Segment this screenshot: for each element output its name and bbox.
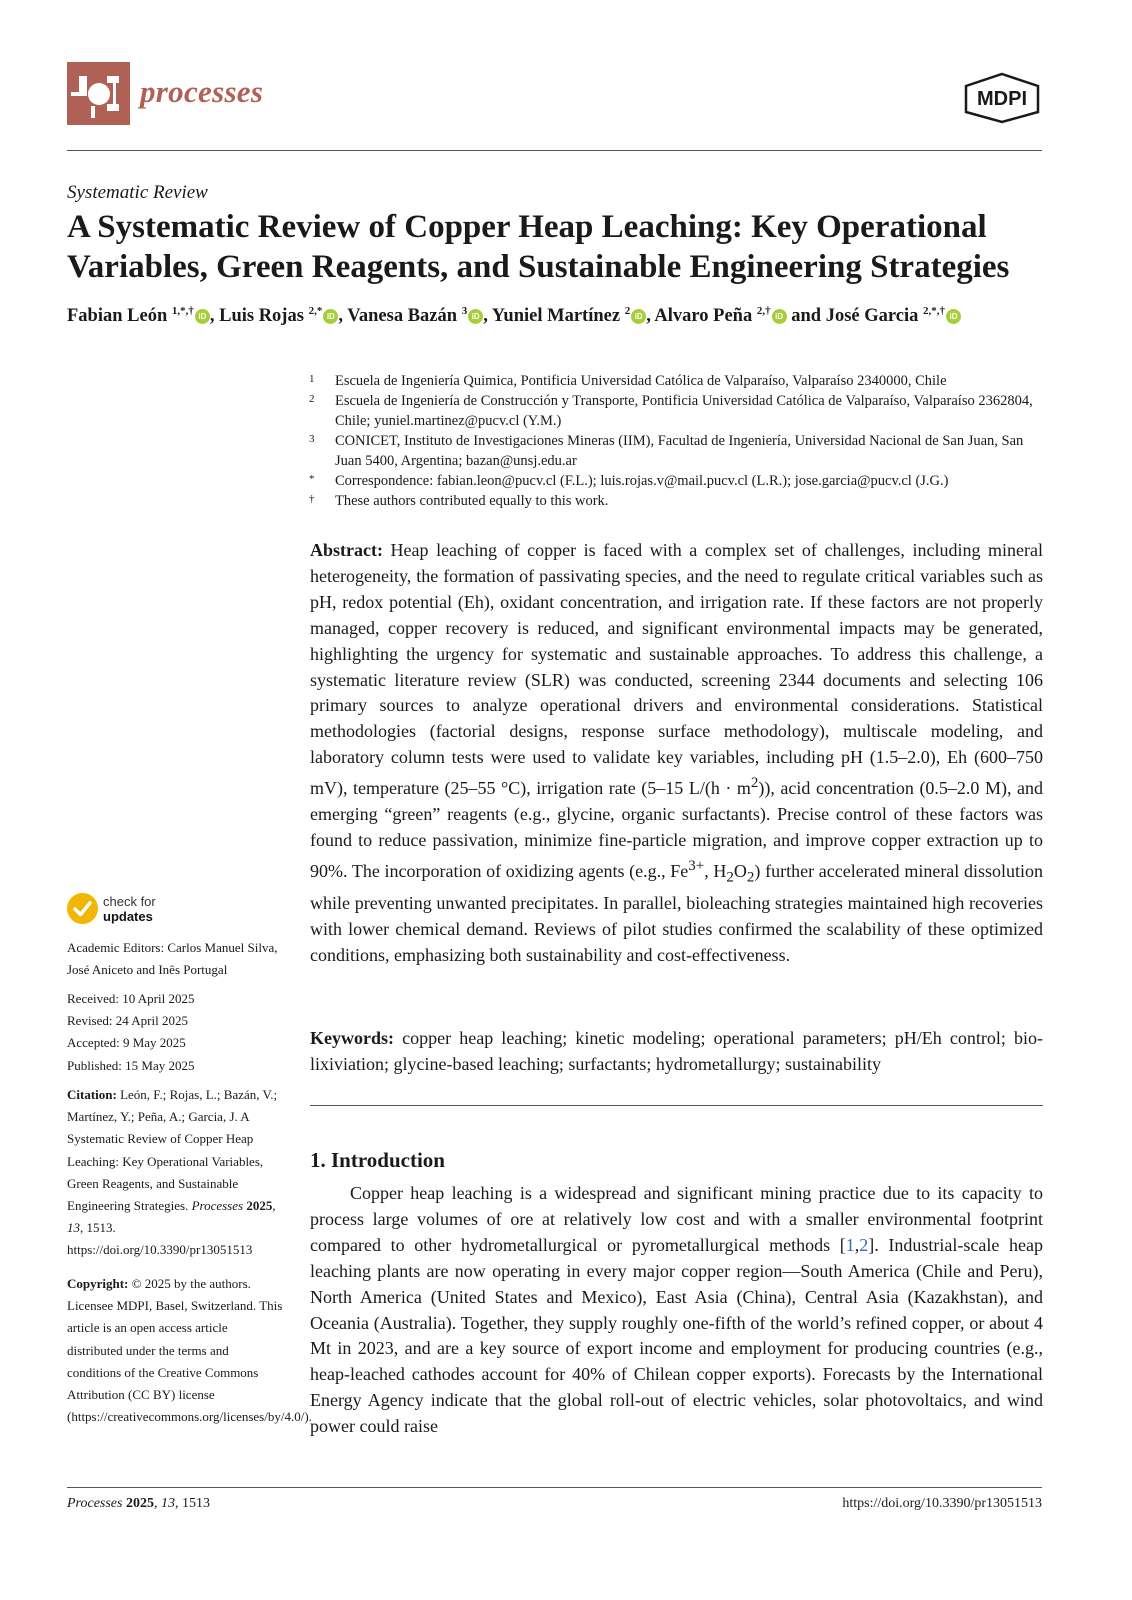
equal-contribution-note (309, 491, 1044, 511)
header-rule (67, 150, 1042, 151)
check-for-text: check for (103, 894, 156, 909)
abstract-subscript: 2 (726, 869, 734, 886)
author-separator: , (209, 306, 220, 327)
author-affil-mark: 2,† (756, 305, 771, 317)
intro-text: , (854, 1234, 860, 1255)
journal-logo (67, 62, 130, 125)
author-name: Fabian León (67, 306, 168, 327)
citation-text: , (272, 1198, 276, 1214)
affiliation-text: Escuela de Ingeniería de Construcción y Transporte, Pontificia Universidad Católica de Valparaíso, Valparaíso 2362804, Chile; yuniel.martinez@pucv.cl (Y.M.) (335, 393, 1033, 429)
correspondence-text: Correspondence: fabian.leon@pucv.cl (F.L.); luis.rojas.v@mail.pucv.cl (L.R.); jose.garcia@pucv.cl (J.G.) (335, 473, 949, 489)
footer-doi-link[interactable]: https://doi.org/10.3390/pr13051513 (842, 1496, 1042, 1511)
citation-journal: Processes (191, 1198, 244, 1214)
intro-text: Copper heap leaching is a widespread and significant mining practice due to its capacity to process large volumes of ore at relatively low cost and with a smaller environmental footprint compared to other hydrometallurgical or pyrometallurgical methods [ (310, 1183, 1043, 1255)
abstract-text: Heap leaching of copper is faced with a complex set of challenges, including mineral heterogeneity, the formation of passivating species, and the need to regulate critical variables such as pH, redox potential (Eh), oxidant concentration, and irrigation rate. If these factors are not properly managed, copper recovery is reduced, and significant environmental impacts may be generated, highlighting the urgency for systematic and sustainable approaches. To address this challenge, a systematic literature review (SLR) was conducted, screening 2344 documents and selecting 106 primary sources to analyze operational drivers and environmental considerations. Statistical methodologies (factorial designs, response surface methodology), multiscale modeling, and laboratory column tests were used to validate key variables, including pH (1.5–2.0), Eh (600–750 mV), temperature (25–55 °C), irrigation rate (5–15 L/(h · m (310, 540, 1043, 799)
updates-text: updates (103, 909, 153, 924)
citation-year: 2025 (243, 1198, 273, 1214)
citation-text: León, F.; Rojas, L.; Bazán, V.; Martínez, Y.; Peña, A.; Garcia, J. A Systematic Review of Copper Heap Leaching: Key Operational Variables, Green Reagents, and Sustainable Engineering Strategies. (67, 1087, 278, 1214)
author-list (67, 305, 961, 327)
author-affil-mark: 3 (461, 305, 468, 317)
abstract-text: , H (704, 860, 727, 881)
author-separator: , (646, 306, 655, 327)
copyright-label: Copyright: (67, 1276, 129, 1291)
academic-editors: Academic Editors: Carlos Manuel Silva, José Aniceto and Inês Portugal (67, 940, 278, 978)
author-name: Alvaro Peña (654, 306, 753, 327)
publication-dates (67, 988, 285, 1077)
author-affil-mark: 2,*,† (922, 305, 945, 317)
author-name: Yuniel Martínez (491, 306, 621, 327)
abstract (310, 538, 1043, 969)
affiliation-mark: 1 (309, 373, 315, 385)
orcid-icon[interactable]: iD (772, 309, 787, 324)
footer-journal: Processes (67, 1496, 123, 1511)
abstract-superscript: 3+ (688, 857, 705, 874)
article-type: Systematic Review (67, 182, 208, 203)
affiliation-list (309, 371, 1044, 511)
date-revised: Revised: 24 April 2025 (67, 1013, 188, 1029)
affiliation-text: Escuela de Ingeniería Quimica, Pontificia Universidad Católica de Valparaíso, Valparaíso 2340000, Chile (335, 373, 947, 389)
orcid-icon[interactable]: iD (468, 309, 483, 324)
date-received: Received: 10 April 2025 (67, 991, 195, 1006)
keywords (310, 1026, 1043, 1078)
citation-block (67, 1084, 285, 1262)
intro-text: ]. Industrial-scale heap leaching plants are now operating in every major copper region—South America (Chile and Peru), North America (United States and Mexico), East Asia (China), Central Asia (Kazakhstan), and Oceania (Australia). Together, they supply roughly one-fifth of the world’s refined copper, or about 4 Mt in 2023, and are a key source of export income and employment for producing countries (e.g., heap-leached cathodes account for 40% of Chilean copper exports). Forecasts by the International Energy Agency indicate that the global roll-out of electric vehicles, solar photovoltaics, and wind power could raise (310, 1234, 1043, 1437)
footer-citation (67, 1496, 210, 1512)
section-heading: 1. Introduction (310, 1148, 445, 1172)
footer-volume: , 13 (153, 1496, 175, 1511)
affiliation-item (309, 391, 1044, 431)
abstract-text: )), acid concentration (0.5–2.0 M), and emerging “green” reagents (e.g., glycine, organic surfactants). Precise control of these factors was found to reduce passivation, minimize fine-particle migration, and improve copper extraction up to 90%. The incorporation of oxidizing agents (e.g., Fe (310, 778, 1043, 881)
abstract-superscript: 2 (750, 775, 759, 792)
affiliation-item (309, 371, 1044, 391)
author-separator: , (483, 306, 492, 327)
author-affil-mark: 2,* (308, 305, 323, 317)
author-and: and (786, 306, 826, 327)
journal-name: processes (140, 74, 264, 109)
affiliation-mark: * (309, 473, 315, 485)
mdpi-logo-icon (962, 72, 1042, 124)
copyright-text: © 2025 by the authors. Licensee MDPI, Basel, Switzerland. This article is an open access article distributed under the terms and conditions of the Creative Commons Attribution (CC BY) license (https://creativecommons.org/licenses/by/4.0/). (67, 1276, 312, 1425)
orcid-icon[interactable]: iD (631, 309, 646, 324)
author-name: Vanesa Bazán (347, 306, 458, 327)
citation-link[interactable]: 1 (845, 1234, 855, 1255)
date-accepted: Accepted: 9 May 2025 (67, 1035, 186, 1051)
copyright-block (67, 1273, 312, 1428)
equal-contribution-text: These authors contributed equally to this work. (335, 493, 609, 509)
author-name: José Garcia (825, 306, 919, 327)
footer-year: 2025 (122, 1496, 154, 1511)
author-name: Luis Rojas (219, 306, 304, 327)
check-badge-icon (67, 893, 98, 924)
intro-paragraph (310, 1181, 1043, 1440)
mdpi-logo-text: MDPI (977, 88, 1027, 110)
keywords-text: copper heap leaching; kinetic modeling; operational parameters; pH/Eh control; bio-lixiviation; glycine-based leaching; surfactants; hydrometallurgy; sustainability (310, 1028, 1043, 1074)
processes-logo-icon (67, 62, 130, 125)
author-affil-mark: 2 (624, 305, 631, 317)
citation-volume: 13 (67, 1220, 80, 1236)
orcid-icon[interactable]: iD (323, 309, 338, 324)
abstract-label: Abstract: (310, 540, 383, 560)
citation-text: , 1513. https://doi.org/10.3390/pr13051513 (67, 1220, 253, 1258)
affiliation-mark: † (309, 493, 315, 505)
keywords-label: Keywords: (310, 1028, 394, 1048)
abstract-text: ) further accelerated mineral dissolution while preventing unwanted precipitates. In parallel, bioleaching strategies maintained high recoveries with lower chemical demand. Reviews of pilot studies confirmed the scalability of these optimized conditions, emphasizing both sustainability and cost-effectiveness. (310, 860, 1043, 966)
affiliation-item (309, 431, 1044, 471)
correspondence-item (309, 471, 1044, 491)
affiliation-mark: 2 (309, 393, 315, 405)
author-affil-mark: 1,*,† (171, 305, 194, 317)
citation-label: Citation: (67, 1087, 117, 1102)
article-title: A Systematic Review of Copper Heap Leaching: Key Operational Variables, Green Reagents, and Sustainable Engineering Strategies (67, 209, 1010, 285)
check-for-updates-button[interactable] (67, 891, 187, 929)
affiliation-mark: 3 (309, 433, 315, 445)
author-separator: , (338, 306, 348, 327)
abstract-text: O (733, 860, 747, 881)
abstract-subscript: 2 (746, 869, 755, 886)
footer-rule (67, 1487, 1042, 1488)
affiliation-text: CONICET, Instituto de Investigaciones Mineras (IIM), Facultad de Ingeniería, Universidad Nacional de San Juan, San Juan 5400, Argentina; bazan@unsj.edu.ar (335, 433, 1024, 469)
orcid-icon[interactable]: iD (946, 309, 961, 324)
citation-link[interactable]: 2 (859, 1234, 869, 1255)
section-rule (310, 1105, 1043, 1106)
date-published: Published: 15 May 2025 (67, 1057, 195, 1073)
orcid-icon[interactable]: iD (195, 309, 210, 324)
footer-page: , 1513 (174, 1496, 210, 1511)
